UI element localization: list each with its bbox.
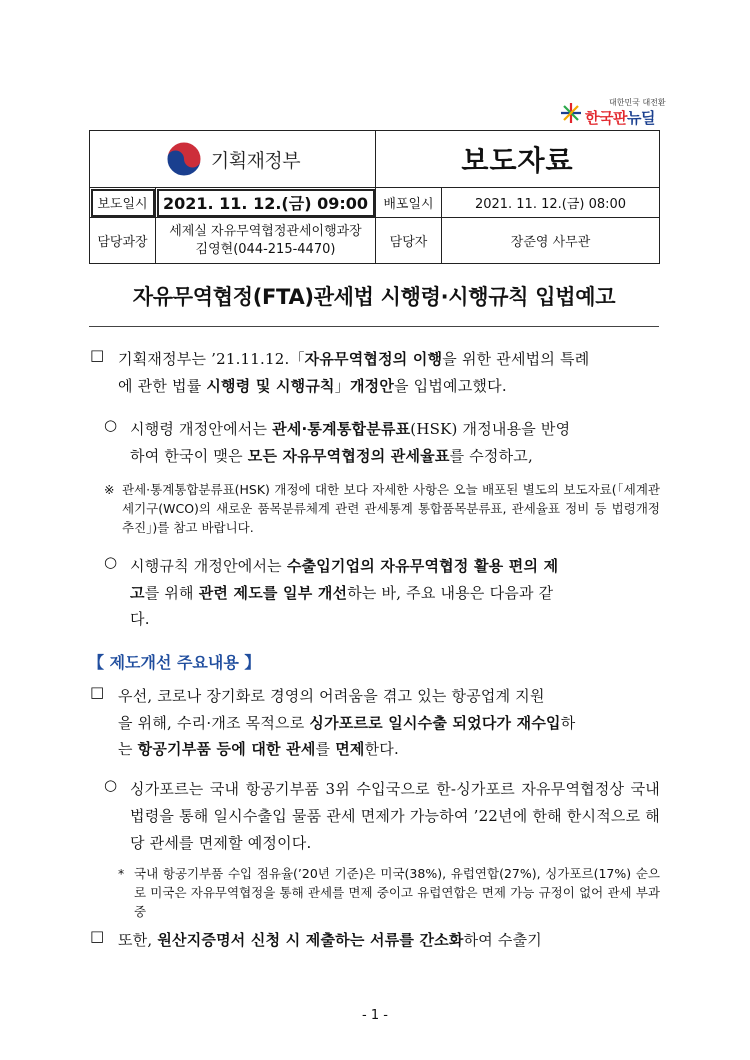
dept-value: 세제실 자유무역협정관세이행과장 김영현(044-215-4470) — [156, 218, 376, 264]
square-bullet: □ — [90, 927, 105, 945]
release-value: 2021. 11. 12.(금) 09:00 — [156, 188, 376, 218]
distribute-value: 2021. 11. 12.(금) 08:00 — [442, 188, 660, 218]
paragraph-6: 또한, 원산지증명서 신청 시 제출하는 서류를 간소화하여 수출기 — [118, 931, 542, 949]
square-bullet: □ — [90, 346, 105, 364]
note-1: 관세·통계통합분류표(HSK) 개정에 대한 보다 자세한 사항은 오늘 배포된 별도의 보도자료(「세계관세기구(WCO)의 새로운 품목분류체계 관련 관세통계 통합품목분류표, 관세율표 정비 등 법령개정 추진」)를 참고 바랍니다. — [122, 482, 660, 535]
asterisk-bullet: * — [118, 866, 125, 881]
circle-bullet: ○ — [104, 416, 118, 434]
paragraph-1-cont: 에 관한 법률 시행령 및 시행규칙」개정안을 입법예고했다. — [118, 377, 507, 395]
press-header-table — [89, 130, 660, 264]
release-label: 보도일시 — [90, 188, 156, 218]
paragraph-4-cont: 을 위해, 수리·개조 목적으로 싱가포르로 일시수출 되었다가 재수입하 — [118, 714, 576, 732]
person-value: 장준영 사무관 — [442, 218, 660, 264]
logo-slogan: 대한민국 대전환 — [609, 98, 666, 107]
paragraph-3-end: 다. — [130, 610, 150, 628]
person-label: 담당자 — [376, 218, 442, 264]
document-title: 자유무역협정(FTA)관세법 시행령·시행규칙 입법예고 — [132, 285, 616, 309]
note-bullet: ※ — [104, 482, 115, 497]
paragraph-5: 싱가포르는 국내 항공기부품 3위 수입국으로 한-싱가포르 자유무역협정상 국내 법령을 통해 일시수출입 물품 관세 면제가 가능하여 ’22년에 한해 한시적으로 해당 관세를 면제할 예정이다. — [130, 780, 660, 852]
logo-wordmark: 한국판뉴딜 — [585, 109, 655, 127]
paragraph-1: 기획재정부는 ’21.11.12.「자유무역협정의 이행을 위한 관세법의 특례 — [118, 350, 590, 368]
distribute-label: 배포일시 — [376, 188, 442, 218]
paragraph-2: 시행령 개정안에서는 관세·통계통합분류표(HSK) 개정내용을 반영 — [130, 420, 571, 438]
korean-new-deal-logo — [557, 95, 666, 127]
circle-bullet: ○ — [104, 553, 118, 571]
title-divider — [89, 326, 659, 327]
doc-type-title: 보도자료 — [376, 131, 660, 188]
dept-label: 담당과장 — [90, 218, 156, 264]
paragraph-3: 시행규칙 개정안에서는 수출입기업의 자유무역협정 활용 편의 제 — [130, 557, 559, 575]
circle-bullet: ○ — [104, 776, 118, 794]
new-deal-mark-icon — [559, 101, 583, 125]
ministry-cell — [90, 131, 376, 188]
paragraph-3-cont: 고를 위해 관련 제도를 일부 개선하는 바, 주요 내용은 다음과 같 — [130, 584, 554, 602]
paragraph-2-cont: 하여 한국이 맺은 모든 자유무역협정의 관세율표를 수정하고, — [130, 447, 533, 465]
paragraph-4: 우선, 코로나 장기화로 경영의 어려움을 겪고 있는 항공업계 지원 — [118, 687, 545, 705]
ministry-name: 기획재정부 — [210, 149, 301, 172]
paragraph-4-end: 는 항공기부품 등에 대한 관세를 면제한다. — [118, 740, 399, 758]
section-heading: 【 제도개선 주요내용 】 — [88, 653, 261, 672]
note-2: 국내 항공기부품 수입 점유율(’20년 기준)은 미국(38%), 유럽연합(27%), 싱가포르(17%) 순으로 미국은 자유무역협정을 통해 관세를 면제 중이고 유럽연합은 면제 가능 규정이 없어 관세 부과 중 — [134, 866, 660, 919]
page-number: - 1 - — [362, 1008, 388, 1023]
square-bullet: □ — [90, 683, 105, 701]
government-emblem-icon — [165, 140, 203, 178]
